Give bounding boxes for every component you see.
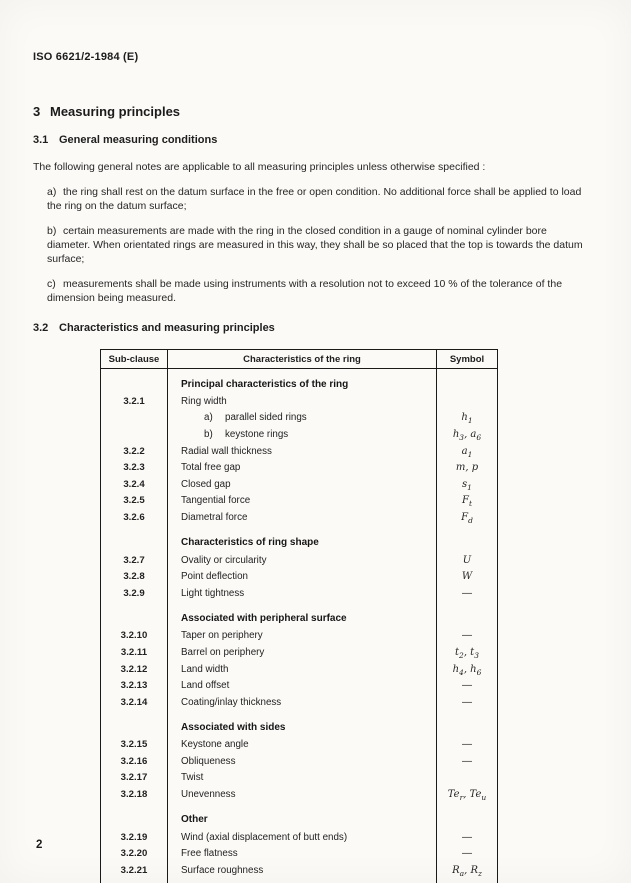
- sub-clause-cell: 3.2.2: [123, 445, 145, 457]
- sub-clause-cell: 3.2.16: [120, 755, 148, 767]
- sub-clause-cell: 3.2.19: [120, 831, 148, 843]
- table-header-row: [101, 350, 498, 369]
- symbol-value: —: [462, 755, 472, 767]
- note-label: c): [47, 278, 56, 290]
- sub-clause-cell: 3.2.11: [120, 646, 148, 658]
- table-row: [101, 829, 498, 846]
- table-row: [101, 426, 498, 443]
- table-row: [101, 393, 498, 410]
- symbol-cell: [437, 845, 498, 862]
- symbol-value: $R_a$, $R_z$: [452, 864, 482, 878]
- table-row: [101, 526, 498, 552]
- symbol-value: $h_3$, $a_6$: [452, 428, 482, 442]
- characteristic-cell: Closed gap: [168, 476, 437, 493]
- symbol-value: $h_1$: [461, 412, 473, 426]
- table-row: [101, 694, 498, 711]
- table-row: [101, 493, 498, 510]
- characteristic-cell: Light tightness: [168, 585, 437, 602]
- symbol-value: m, p: [455, 462, 479, 474]
- section-3-heading: [33, 104, 598, 119]
- characteristic-cell: Land offset: [168, 677, 437, 694]
- characteristic-cell: Unevenness: [168, 786, 437, 803]
- symbol-cell: [437, 628, 498, 645]
- table-row: [101, 410, 498, 427]
- header-symbol: Symbol: [437, 350, 498, 369]
- table-row: [101, 786, 498, 803]
- symbol-value: —: [462, 848, 472, 860]
- characteristic-cell: Associated with peripheral surface: [168, 602, 437, 628]
- characteristics-table: [100, 349, 498, 883]
- note-label: b): [47, 225, 57, 237]
- sub-clause-cell: 3.2.15: [120, 739, 148, 751]
- characteristic-cell: Ring width: [168, 393, 437, 410]
- characteristic-cell: Radial wall thickness: [168, 443, 437, 460]
- symbol-cell: [437, 509, 498, 526]
- page-content: [33, 0, 598, 883]
- subitem-label: a): [204, 412, 213, 424]
- sub-clause-cell: [101, 369, 168, 394]
- note-c: [47, 277, 587, 305]
- symbol-value: —: [462, 739, 472, 751]
- symbol-value: —: [462, 831, 472, 843]
- table-row: [101, 753, 498, 770]
- sub-clause-cell: 3.2.1: [123, 395, 145, 407]
- table-row: [101, 803, 498, 829]
- sub-clause-cell: 3.2.8: [123, 571, 145, 583]
- sub-clause-cell: 3.2.12: [120, 663, 148, 675]
- characteristic-cell: Keystone angle: [168, 737, 437, 754]
- characteristic-cell: Obliqueness: [168, 753, 437, 770]
- characteristic-cell: Total free gap: [168, 459, 437, 476]
- characteristic-cell: Coating/inlay thickness: [168, 694, 437, 711]
- table-row: [101, 552, 498, 569]
- note-b: [47, 224, 587, 266]
- section-title: Characteristics and measuring principles: [59, 322, 275, 334]
- sub-clause-cell: [101, 711, 168, 737]
- symbol-value: $Te_r$, $Te_u$: [447, 789, 487, 803]
- page-number: 2: [36, 839, 43, 851]
- symbol-value: $F_t$: [462, 495, 472, 509]
- characteristic-cell: Ovality or circularity: [168, 552, 437, 569]
- header-characteristics: Characteristics of the ring: [168, 350, 437, 369]
- sub-clause-cell: 3.2.17: [120, 772, 148, 784]
- characteristic-cell: Associated with sides: [168, 711, 437, 737]
- note-text: measurements shall be made using instruments with a resolution not to exceed 10 % of the tolerance of the dimension being measured.: [47, 278, 563, 304]
- symbol-cell: [437, 661, 498, 678]
- section-title: General measuring conditions: [59, 134, 218, 146]
- symbol-cell: [437, 459, 498, 476]
- table-row: [101, 661, 498, 678]
- symbol-cell: [437, 393, 498, 410]
- symbol-cell: [437, 770, 498, 787]
- sub-clause-cell: 3.2.4: [123, 478, 145, 490]
- symbol-value: $a_1$: [461, 445, 473, 459]
- intro-paragraph: The following general notes are applicable to all measuring principles unless otherwise specified :: [33, 161, 486, 173]
- sub-clause-cell: 3.2.6: [123, 511, 145, 523]
- symbol-cell: [437, 694, 498, 711]
- table-row: [101, 568, 498, 585]
- section-number: 3.2: [33, 322, 49, 334]
- note-text: certain measurements are made with the ring in the closed condition in a gauge of nominal cylinder bore diameter. When orientated rings are measured in this way, they shall be so placed that the top is towards the datum surface;: [47, 225, 583, 265]
- section-number: 3.1: [33, 134, 49, 146]
- characteristic-cell: b) keystone rings: [168, 426, 437, 443]
- symbol-cell: [437, 602, 498, 628]
- document-reference: ISO 6621/2-1984 (E): [33, 51, 139, 63]
- symbol-value: U: [462, 554, 472, 566]
- symbol-cell: [437, 568, 498, 585]
- symbol-cell: [437, 493, 498, 510]
- sub-clause-cell: 3.2.9: [123, 587, 145, 599]
- characteristic-cell: Other: [168, 803, 437, 829]
- characteristic-cell: Taper on periphery: [168, 628, 437, 645]
- sub-clause-cell: 3.2.7: [123, 554, 145, 566]
- symbol-cell: [437, 829, 498, 846]
- note-text: the ring shall rest on the datum surface in the free or open condition. No additional force shall be applied to load the ring on the datum surface;: [47, 186, 582, 212]
- characteristic-cell: Surface roughness: [168, 862, 437, 883]
- sub-clause-cell: 3.2.21: [120, 864, 148, 876]
- sub-clause-cell: [101, 803, 168, 829]
- symbol-cell: [437, 786, 498, 803]
- symbol-value: $h_4$, $h_6$: [452, 663, 482, 677]
- table-row: [101, 585, 498, 602]
- symbol-value: —: [462, 630, 472, 642]
- table-row: [101, 628, 498, 645]
- symbol-cell: [437, 803, 498, 829]
- section-title: Measuring principles: [50, 104, 181, 119]
- characteristic-cell: Characteristics of ring shape: [168, 526, 437, 552]
- table-row: [101, 369, 498, 394]
- table-row: [101, 677, 498, 694]
- sub-clause-cell: 3.2.18: [120, 789, 148, 801]
- symbol-cell: [437, 644, 498, 661]
- characteristic-cell: Diametral force: [168, 509, 437, 526]
- symbol-value: —: [462, 696, 472, 708]
- symbol-cell: [437, 753, 498, 770]
- sub-clause-cell: [101, 602, 168, 628]
- table-row: [101, 476, 498, 493]
- header-sub-clause: Sub-clause: [101, 350, 168, 369]
- table-row: [101, 845, 498, 862]
- table-row: [101, 644, 498, 661]
- characteristics-table-body: [101, 369, 498, 883]
- sub-clause-cell: 3.2.10: [120, 630, 148, 642]
- sub-clause-cell: 3.2.3: [123, 462, 145, 474]
- symbol-value: —: [462, 680, 472, 692]
- characteristic-cell: Free flatness: [168, 845, 437, 862]
- symbol-value: W: [461, 571, 473, 583]
- symbol-cell: [437, 526, 498, 552]
- table-row: [101, 443, 498, 460]
- table-row: [101, 862, 498, 883]
- section-3-1-heading: [33, 134, 598, 146]
- symbol-cell: [437, 711, 498, 737]
- sub-clause-cell: [101, 410, 168, 427]
- characteristic-cell: Tangential force: [168, 493, 437, 510]
- table-row: [101, 459, 498, 476]
- symbol-cell: [437, 410, 498, 427]
- subitem-label: b): [204, 428, 213, 440]
- symbol-cell: [437, 552, 498, 569]
- symbol-value: $t_2$, $t_3$: [455, 646, 479, 660]
- note-label: a): [47, 186, 57, 198]
- table-row: [101, 711, 498, 737]
- note-a: [47, 185, 587, 213]
- symbol-cell: [437, 443, 498, 460]
- sub-clause-cell: 3.2.13: [120, 680, 148, 692]
- sub-clause-cell: 3.2.14: [120, 696, 148, 708]
- symbol-cell: [437, 677, 498, 694]
- characteristic-cell: Barrel on periphery: [168, 644, 437, 661]
- characteristic-cell: Principal characteristics of the ring: [168, 369, 437, 394]
- symbol-value: $F_d$: [461, 511, 473, 525]
- table-row: [101, 737, 498, 754]
- table-row: [101, 770, 498, 787]
- symbol-value: —: [462, 587, 472, 599]
- table-row: [101, 602, 498, 628]
- sub-clause-cell: [101, 526, 168, 552]
- symbol-cell: [437, 862, 498, 883]
- symbol-cell: [437, 426, 498, 443]
- characteristic-cell: Land width: [168, 661, 437, 678]
- characteristic-cell: Point deflection: [168, 568, 437, 585]
- sub-clause-cell: 3.2.20: [120, 848, 148, 860]
- symbol-value: $s_1$: [462, 478, 472, 492]
- symbol-cell: [437, 585, 498, 602]
- symbol-cell: [437, 476, 498, 493]
- section-number: 3: [33, 104, 41, 119]
- symbol-cell: [437, 369, 498, 394]
- sub-clause-cell: 3.2.5: [123, 495, 145, 507]
- characteristic-cell: a) parallel sided rings: [168, 410, 437, 427]
- characteristic-cell: Wind (axial displacement of butt ends): [168, 829, 437, 846]
- characteristic-cell: Twist: [168, 770, 437, 787]
- table-row: [101, 509, 498, 526]
- symbol-cell: [437, 737, 498, 754]
- sub-clause-cell: [101, 426, 168, 443]
- section-3-2-heading: [33, 322, 598, 334]
